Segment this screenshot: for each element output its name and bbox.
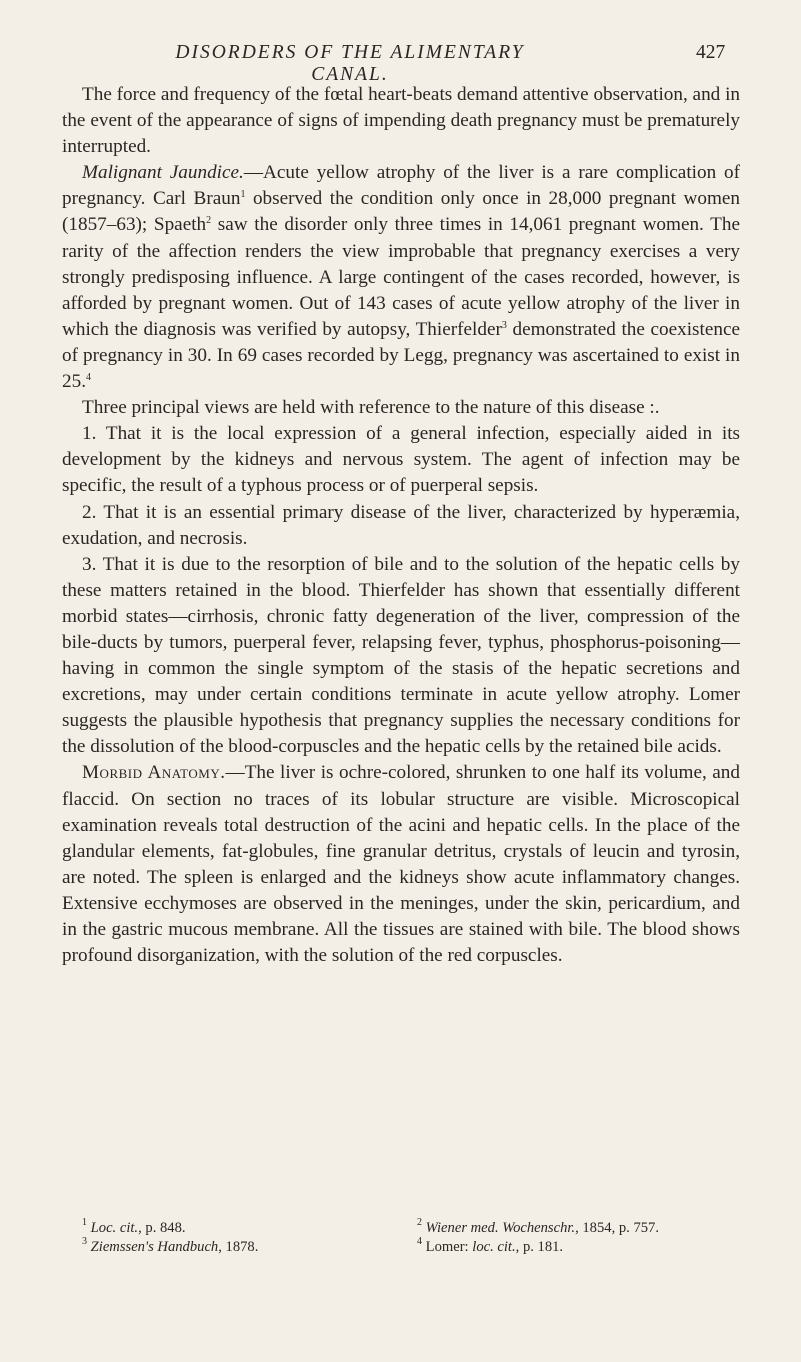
footnote-ref[interactable]: 4 (85, 372, 91, 384)
footnote-1 (82, 1219, 417, 1238)
footnote-ref[interactable]: 2 (206, 215, 212, 227)
footnote-row (82, 1219, 742, 1238)
paragraph-view-3: 3. That it is due to the resorption of bile and to the solution of the hepatic cells by these matters retained in the blood. Thierfelder has shown that essentially different morbid states—cirrhosis, chronic fatty degeneration of the liver, compression of the bile-ducts by tumors, puerperal fever, relapsing fever, typhus, phosphorus-poisoning—having in common the single symptom of the stasis of the hepatic secretions and excretions, may under certain conditions terminate in acute yellow atrophy. Lomer suggests the plausible hypothesis that pregnancy supplies the necessary conditions for the dissolution of the blood-corpuscles and the hepatic cells by the retained bile acids. (62, 553, 740, 758)
footnote-3 (82, 1238, 417, 1257)
paragraph-text: saw the disorder only three times in 14,061 pregnant women. The rarity of the affection renders the view improbable that pregnancy exercises a very strongly predisposing influence. A large contingent of the cases recorded, however, is afforded by pregnant women. Out of 143 cases of acute yellow atrophy of the liver in which the diagnosis was verified by autopsy, Thierfelder (62, 214, 740, 340)
footnote-citation: loc. cit. (472, 1239, 516, 1255)
footnote-number: 4 (417, 1236, 422, 1247)
body-text (62, 82, 740, 969)
footnote-ref[interactable]: 3 (501, 319, 507, 331)
footnote-ref[interactable]: 1 (240, 189, 246, 201)
running-title: DISORDERS OF THE ALIMENTARY CANAL. (175, 42, 525, 85)
footnotes (82, 1219, 742, 1257)
paragraph-text: demonstrated the coexistence of pregnancy in 30. In 69 cases recorded by Legg, pregnancy was ascertained to exist in 25. (62, 318, 740, 393)
footnote-citation: Loc. cit. (90, 1220, 139, 1236)
paragraph-view-2: 2. That it is an essential primary disease of the liver, characterized by hyperæmia, exudation, and necrosis. (62, 501, 740, 549)
running-head (0, 42, 801, 85)
paragraph-text: —Acute yellow atrophy of the liver is a rare complication of pregnancy. Carl Braun (62, 162, 740, 210)
footnote-number: 2 (417, 1217, 422, 1228)
footnote-text: , p. 848. (138, 1220, 186, 1236)
paragraph-three-views: Three principal views are held with reference to the nature of this disease :. (82, 397, 660, 419)
footnote-citation: Wiener med. Wochenschr. (425, 1220, 576, 1236)
footnote-text: , p. 181. (515, 1239, 564, 1255)
page-number: 427 (696, 42, 726, 63)
paragraph-view-1: 1. That it is the local expression of a general infection, especially aided in its development by the kidneys and nervous system. The agent of infection may be specific, the result of a typhous process or of puerperal sepsis. (62, 423, 740, 497)
section-heading-morbid-anatomy: Morbid Anatomy. (82, 762, 226, 784)
footnote-text: , 1878. (218, 1239, 259, 1255)
paragraph-fetal-heart: The force and frequency of the fœtal heart-beats demand attentive observation, and in the event of the appearance of signs of impending death pregnancy must be prematurely interrupted. (62, 84, 740, 158)
footnote-citation: Ziemssen's Handbuch (90, 1239, 219, 1255)
paragraph-text: —The liver is ochre-colored, shrunken to one half its volume, and flaccid. On section no traces of its lobular structure are visible. Microscopical examination reveals total destruction of the acini and hepatic cells. In the place of the glandular elements, fat-globules, fine granular detritus, crystals of leucin and tyrosin, are noted. The spleen is enlarged and the kidneys show acute inflammatory changes. Extensive ecchymoses are observed in the meninges, under the skin, pericardium, and in the gastric mucous membrane. All the tissues are stained with bile. The blood shows profound disorganization, with the solution of the red corpuscles. (62, 762, 740, 967)
footnote-author: Lomer: (425, 1239, 473, 1255)
footnote-text: , 1854, p. 757. (575, 1220, 659, 1236)
footnote-4 (417, 1238, 742, 1257)
footnote-number: 3 (82, 1236, 87, 1247)
paragraph-morbid-anatomy (62, 760, 740, 969)
footnote-row (82, 1238, 742, 1257)
footnote-2 (417, 1219, 742, 1238)
section-heading-malignant-jaundice: Malignant Jaundice. (82, 162, 244, 184)
footnote-number: 1 (82, 1217, 87, 1228)
paragraph-text: observed the condition only once in 28,000 pregnant women (1857–63); Spaeth (62, 188, 740, 236)
paragraph-malignant-jaundice (62, 160, 740, 395)
